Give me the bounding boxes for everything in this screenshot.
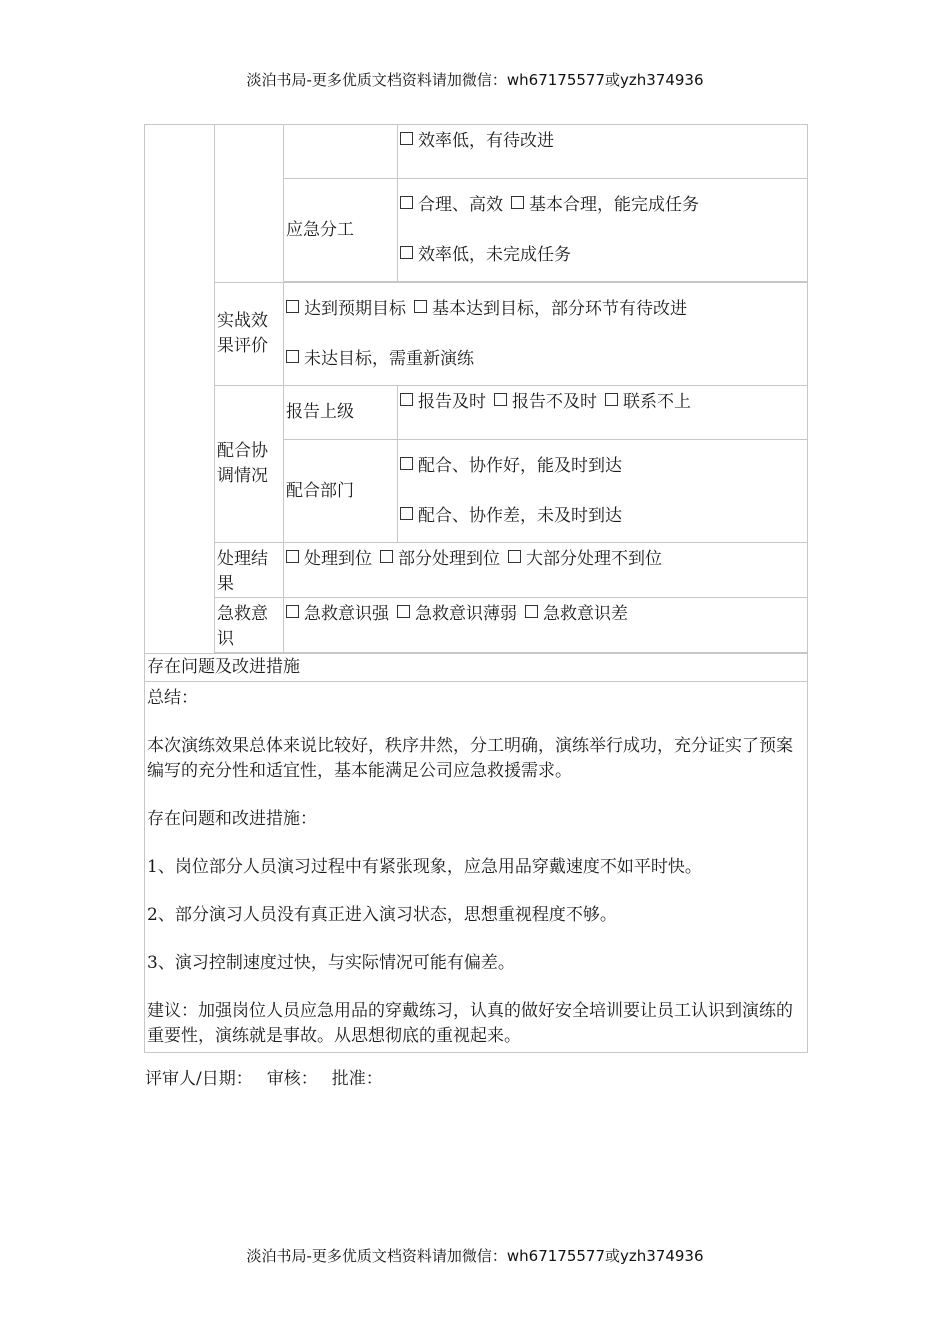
handling-result-label: 处理结果: [215, 543, 284, 598]
issue-item: 3、演习控制速度过快，与实际情况可能有偏差。: [147, 953, 515, 973]
coordination-label: 配合协调情况: [215, 386, 284, 543]
checkbox[interactable]: [414, 300, 427, 313]
checkbox[interactable]: [400, 246, 413, 259]
checkbox[interactable]: [286, 300, 299, 313]
checkbox[interactable]: [400, 457, 413, 470]
page-header: 淡泊书局-更多优质文档资料请加微信：wh67175577或yzh374936: [246, 71, 704, 89]
report-superior-options: 报告及时 报告不及时 联系不上: [398, 386, 808, 440]
emergency-division-options: 合理、高效 基本合理，能完成任务 效率低，未完成任务: [398, 179, 808, 282]
sublabel-spacer-cell: [284, 125, 398, 179]
evaluation-table: [144, 124, 808, 1053]
checkbox[interactable]: [400, 196, 413, 209]
checkbox[interactable]: [286, 350, 299, 363]
checkbox[interactable]: [286, 605, 299, 618]
summary-heading: 总结：: [147, 688, 198, 708]
first-aid-awareness-options: 急救意识强 急救意识薄弱 急救意识差: [284, 598, 808, 653]
emergency-division-label: 应急分工: [284, 179, 398, 282]
issue-item: 1、岗位部分人员演习过程中有紧张现象，应急用品穿戴速度不如平时快。: [147, 857, 702, 877]
checkbox[interactable]: [494, 393, 507, 406]
signoff-line: [145, 1064, 397, 1089]
handling-result-options: 处理到位 部分处理到位 大部分处理不到位: [284, 543, 808, 598]
audit-label: 审核：: [266, 1069, 318, 1089]
report-superior-label: 报告上级: [284, 386, 398, 440]
advice-paragraph: 建议：加强岗位人员应急用品的穿戴练习，认真的做好安全培训要让员工认识到演练的重要性，演练就是事故。从思想彻底的重视起来。: [147, 1001, 793, 1046]
option-cell: 效率低，有待改进: [398, 125, 808, 179]
checkbox[interactable]: [605, 393, 618, 406]
checkbox[interactable]: [508, 550, 521, 563]
checkbox[interactable]: [380, 550, 393, 563]
category-spacer-cell: [215, 125, 284, 283]
combat-effect-label: 实战效果评价: [215, 283, 284, 386]
summary-paragraph: 本次演练效果总体来说比较好，秩序井然，分工明确，演练举行成功，充分证实了预案编写的充分性和适宜性，基本能满足公司应急救援需求。: [147, 736, 793, 781]
checkbox[interactable]: [511, 196, 524, 209]
checkbox[interactable]: [397, 605, 410, 618]
left-spacer-cell: [145, 125, 215, 654]
reviewer-date-label: 评审人/日期：: [145, 1069, 253, 1089]
checkbox[interactable]: [286, 550, 299, 563]
checkbox[interactable]: [400, 393, 413, 406]
cooperating-dept-label: 配合部门: [284, 440, 398, 543]
checkbox[interactable]: [400, 132, 413, 145]
cooperating-dept-options: 配合、协作好，能及时到达 配合、协作差，未及时到达: [398, 440, 808, 543]
issues-title: 存在问题及改进措施: [145, 654, 808, 682]
issue-item: 2、部分演习人员没有真正进入演习状态，思想重视程度不够。: [147, 905, 617, 925]
first-aid-awareness-label: 急救意识: [215, 598, 284, 653]
checkbox[interactable]: [525, 605, 538, 618]
checkbox[interactable]: [400, 507, 413, 520]
page-footer: 淡泊书局-更多优质文档资料请加微信：wh67175577或yzh374936: [246, 1247, 704, 1265]
summary-cell: [145, 682, 808, 1053]
combat-effect-options: 达到预期目标 基本达到目标，部分环节有待改进 未达目标，需重新演练: [284, 283, 808, 386]
approve-label: 批准：: [331, 1069, 383, 1089]
issues-heading: 存在问题和改进措施：: [147, 809, 317, 829]
